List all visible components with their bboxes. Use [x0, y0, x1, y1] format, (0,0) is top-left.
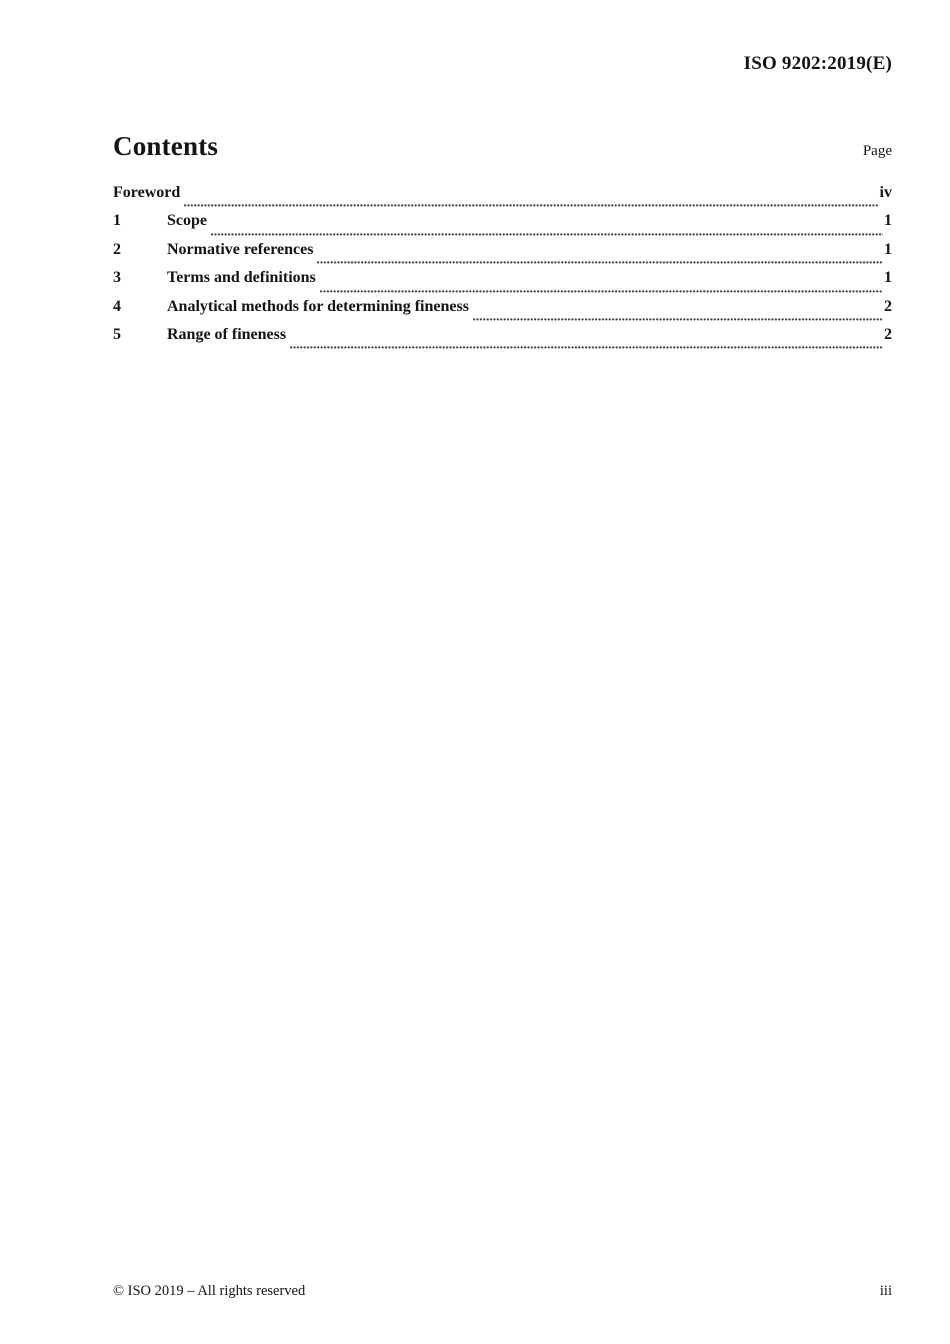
toc-entry-number: 4: [113, 297, 121, 315]
dot-leader: [211, 233, 883, 236]
dot-leader: [317, 261, 883, 264]
toc-entry[interactable]: [113, 269, 892, 297]
toc-entry-number: 3: [113, 269, 121, 287]
dot-leader: [473, 318, 883, 321]
page-footer: [113, 1283, 892, 1300]
toc-entry[interactable]: [113, 212, 892, 240]
dot-leader: [290, 346, 883, 349]
contents-title: Contents: [113, 131, 219, 161]
contents-header: [113, 131, 892, 162]
toc-entry[interactable]: [113, 241, 892, 269]
toc-entry-number: 1: [113, 212, 121, 230]
toc-entry[interactable]: [113, 184, 892, 212]
dot-leader: [184, 204, 878, 207]
toc-entry-label: Terms and definitions: [167, 269, 316, 287]
toc-entry-page: iv: [879, 184, 892, 201]
toc-entry-label: Foreword: [113, 184, 181, 201]
folio-page-number: iii: [879, 1283, 892, 1299]
toc-entry[interactable]: [113, 326, 892, 354]
toc-entry-page: 2: [884, 325, 892, 343]
copyright-notice: © ISO 2019 – All rights reserved: [113, 1283, 306, 1299]
document-reference: ISO 9202:2019(E): [743, 53, 892, 74]
toc-entry-label: Analytical methods for determining fineness: [167, 297, 469, 315]
toc-entry-label: Normative references: [167, 240, 314, 258]
page-column-label: Page: [862, 143, 892, 159]
toc-entry-number: 5: [113, 325, 121, 343]
toc-entry-label: Scope: [167, 212, 207, 230]
toc-entry-label: Range of fineness: [167, 325, 287, 343]
toc-entry-page: 1: [884, 212, 892, 230]
toc-list: [113, 184, 892, 354]
toc-entry-number: 2: [113, 240, 121, 258]
toc-entry[interactable]: [113, 298, 892, 326]
toc-entry-page: 2: [884, 297, 892, 315]
toc-entry-page: 1: [884, 269, 892, 287]
toc-entry-page: 1: [884, 240, 892, 258]
dot-leader: [320, 290, 883, 293]
